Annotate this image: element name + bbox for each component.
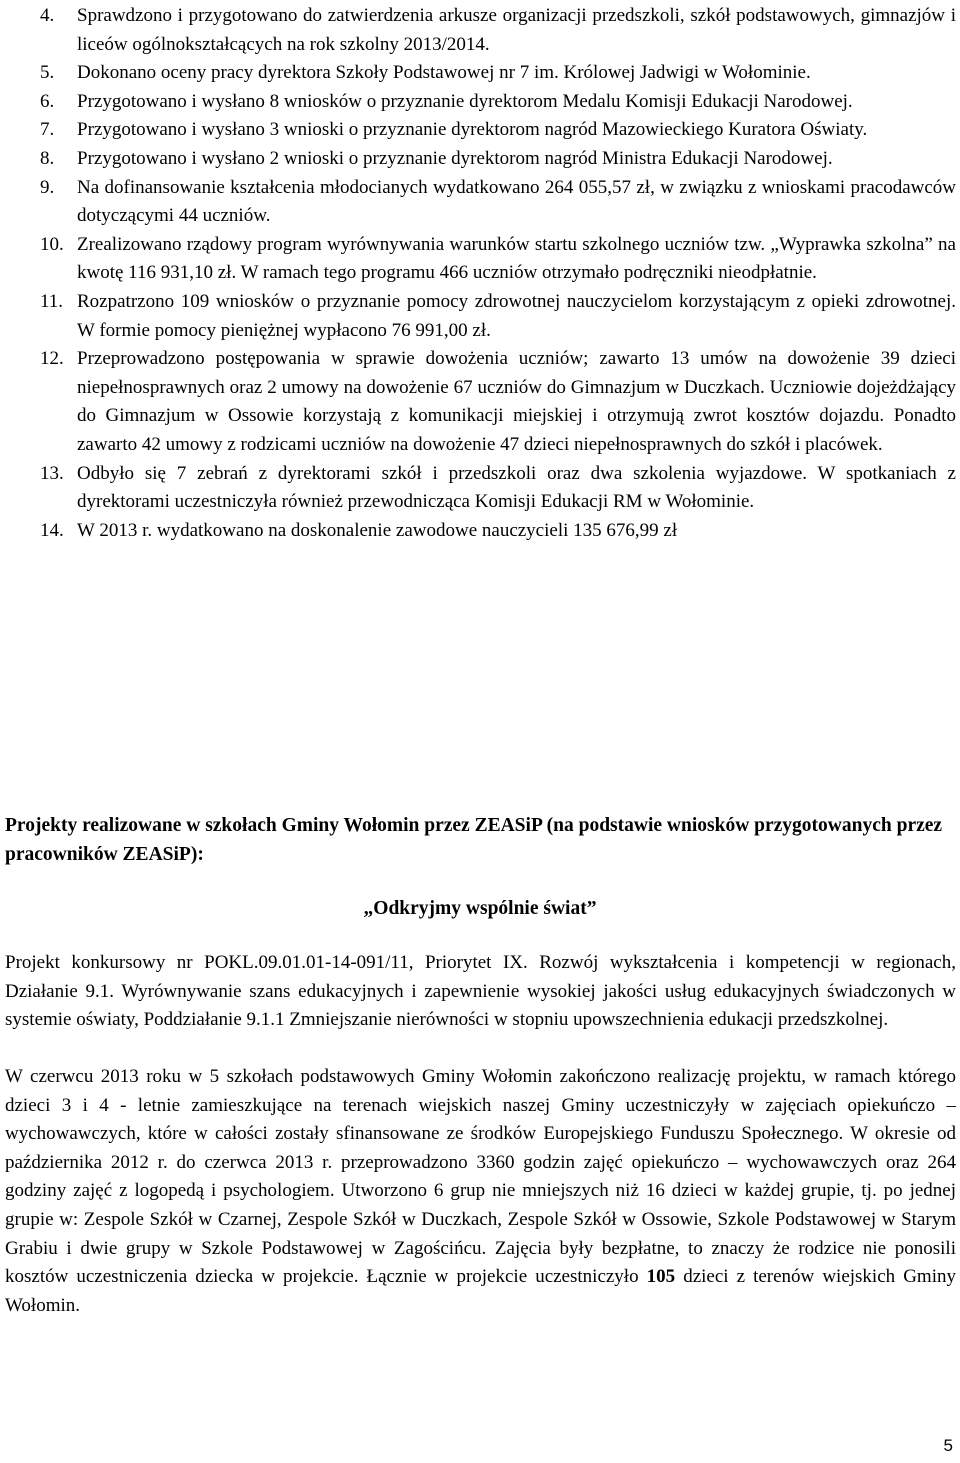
list-item xyxy=(40,231,956,288)
list-item xyxy=(40,460,956,517)
list-item-number: 11. xyxy=(40,290,64,312)
list-item-text: Na dofinansowanie kształcenia młodocianych wydatkowano 264 055,57 zł, w związku z wnioskami pracodawców dotyczącymi 44 uczniów. xyxy=(77,176,956,227)
project-title: „Odkryjmy wspólnie świat” xyxy=(363,898,597,919)
list-item-number: 5. xyxy=(40,62,55,84)
summary-text: W czerwcu 2013 roku w 5 szkołach podstawowych Gminy Wołomin zakończono realizację projektu, w ramach którego dzieci 3 i 4 - letnie zamieszkujące na terenach wiejskich naszej Gminy uczestniczyły w zajęciach opiekuńczo – wychowawczych, które w całości zostały sfinansowane ze środków Europejskiego Funduszu Społecznego. W okresie od października 2012 r. do czerwca 2013 r. przeprowadzono 3360 godzin zajęć opiekuńczo – wychowawczych oraz 264 godziny zajęć z logopedą i psychologiem. Utworzono 6 grup nie mniejszych niż 16 dzieci w każdej grupie, tj. po jednej grupie w: Zespole Szkół w Czarnej, Zespole Szkół w Duczkach, Zespole Szkół w Ossowie, Szkole Podstawowej w Starym Grabiu i dwie grupy w Szkole Podstawowej w Zagościńcu. Zajęcia były bezpłatne, to znaczy że rodzice nie ponosili kosztów uczestniczenia dziecka w projekcie. Łącznie w projekcie uczestniczyło xyxy=(5,1066,956,1288)
project-description: Projekt konkursowy nr POKL.09.01.01-14-091/11, Priorytet IX. Rozwój wykształcenia i kompetencji w regionach, Działanie 9.1. Wyrównywanie szans edukacyjnych i zapewnienie wysokiej jakości usług edukacyjnych świadczonych w systemie oświaty, Poddziałanie 9.1.1 Zmniejszanie nierówności w stopniu upowszechnienia edukacji przedszkolnej. xyxy=(5,952,956,1031)
list-item-number: 12. xyxy=(40,348,64,370)
project-summary xyxy=(5,1063,956,1320)
list-item xyxy=(40,288,956,345)
list-item-number: 13. xyxy=(40,462,64,484)
list-item-text: Przygotowano i wysłano 8 wniosków o przyznanie dyrektorom Medalu Komisji Edukacji Narodowej. xyxy=(77,90,853,112)
participant-count: 105 xyxy=(646,1266,676,1288)
list-item-number: 4. xyxy=(40,5,55,26)
list-item xyxy=(40,145,956,174)
list-item xyxy=(40,345,956,459)
list-item-text: Przygotowano i wysłano 2 wnioski o przyznanie dyrektorom nagród Ministra Edukacji Narodowej. xyxy=(77,147,833,169)
list-item xyxy=(40,116,956,145)
list-item-number: 7. xyxy=(40,119,55,141)
list-item-text: Odbyło się 7 zebrań z dyrektorami szkół i przedszkoli oraz dwa szkolenia wyjazdowe. W spotkaniach z dyrektorami uczestniczyła również przewodnicząca Komisji Edukacji RM w Wołominie. xyxy=(77,462,956,513)
summary-text-end: dzieci z terenów wiejskich Gminy Wołomin. xyxy=(5,1266,956,1316)
list-item-number: 8. xyxy=(40,147,55,169)
list-item-text: Zrealizowano rządowy program wyrównywania warunków startu szkolnego uczniów tzw. „Wyprawka szkolna” na kwotę 116 931,10 zł. W ramach tego programu 466 uczniów otrzymało podręczniki nieodpłatnie. xyxy=(77,233,956,284)
list-item-number: 9. xyxy=(40,176,55,198)
list-item-number: 6. xyxy=(40,90,55,112)
list-item xyxy=(40,174,956,231)
list-item xyxy=(40,517,956,546)
list-item-text: Przeprowadzono postępowania w sprawie dowożenia uczniów; zawarto 13 umów na dowożenie 39 dzieci niepełnosprawnych oraz 2 umowy na dowożenie 67 uczniów do Gimnazjum w Duczkach. Uczniowie dojeżdżający do Gimnazjum w Ossowie korzystają z komunikacji miejskiej i otrzymują zwrot kosztów dojazdu. Ponadto zawarto 42 umowy z rodzicami uczniów na dowożenie 47 dzieci niepełnosprawnych do szkół i placówek. xyxy=(77,348,956,455)
list-item-number: 10. xyxy=(40,233,64,255)
list-item-text: Rozpatrzono 109 wniosków o przyznanie pomocy zdrowotnej nauczycielom korzystającym z opieki zdrowotnej. W formie pomocy pieniężnej wypłacono 76 991,00 zł. xyxy=(77,290,956,341)
list-item-text: Sprawdzono i przygotowano do zatwierdzenia arkusze organizacji przedszkoli, szkół podstawowych, gimnazjów i liceów ogólnokształcących na rok szkolny 2013/2014. xyxy=(77,5,956,55)
page-number: 5 xyxy=(943,1436,953,1455)
section-heading: Projekty realizowane w szkołach Gminy Wołomin przez ZEASiP (na podstawie wniosków przygotowanych przez pracowników ZEASiP): xyxy=(5,815,943,865)
list-item-text: Przygotowano i wysłano 3 wnioski o przyznanie dyrektorom nagród Mazowieckiego Kuratora Oświaty. xyxy=(77,119,868,141)
list-item-text: Dokonano oceny pracy dyrektora Szkoły Podstawowej nr 7 im. Królowej Jadwigi w Wołominie. xyxy=(77,62,811,84)
activity-list xyxy=(40,2,956,545)
list-item-text: W 2013 r. wydatkowano na doskonalenie zawodowe nauczycieli 135 676,99 zł xyxy=(77,519,678,541)
list-item xyxy=(40,88,956,117)
list-item-number: 14. xyxy=(40,519,64,541)
list-item xyxy=(40,59,956,88)
list-item xyxy=(40,2,956,59)
